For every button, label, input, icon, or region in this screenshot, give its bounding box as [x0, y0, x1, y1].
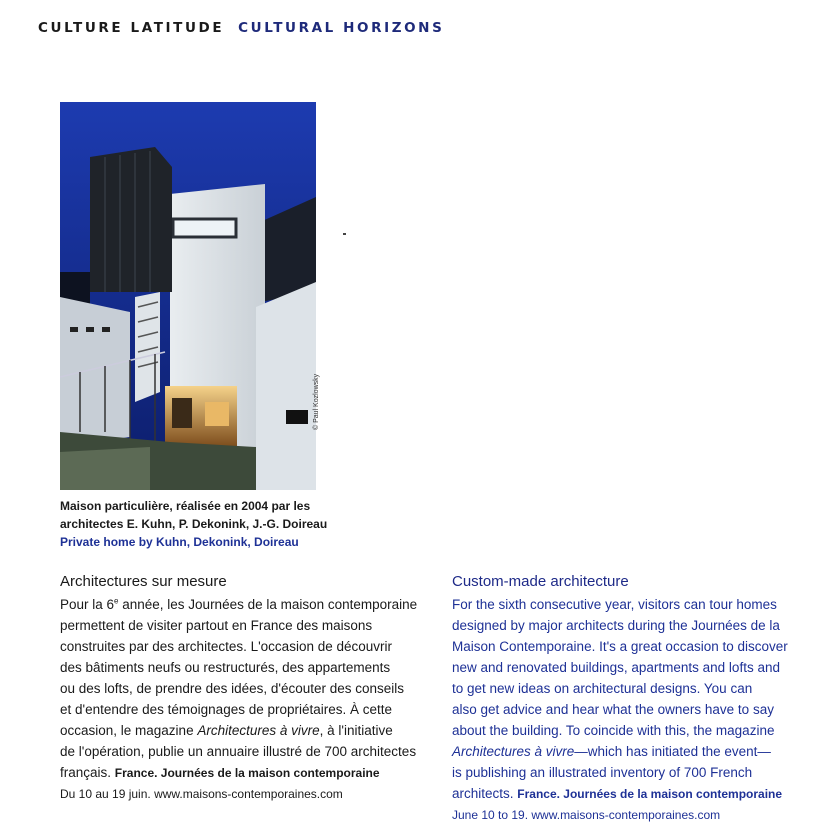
article-en-line: designed by major architects during the Journées de la	[452, 618, 780, 633]
event-source-en: France. Journées de la maison contemporaine	[517, 787, 783, 801]
article-fr-line: et d'entendre des témoignages de propriétaires. À cette	[60, 702, 393, 717]
article-fr-line: français. France. Journées de la maison contemporaine	[60, 765, 380, 780]
article-en-line: architects. France. Journées de la maison contemporaine	[452, 786, 783, 801]
article-fr-line: construites par des architectes. L'occasion de découvrir	[60, 639, 392, 654]
section-title-fr: CULTURE LATITUDE	[38, 20, 225, 36]
article-en-line: also get advice and hear what the owners have to say	[452, 702, 774, 717]
article-en-line: to get new ideas on architectural designs. You can	[452, 681, 753, 696]
article-fr-line: de l'opération, publie un annuaire illustré de 700 architectes	[60, 744, 417, 759]
event-dates-en: June 10 to 19. www.maisons-contemporaines.com	[452, 808, 721, 822]
event-dates-fr: Du 10 au 19 juin. www.maisons-contemporaines.com	[60, 787, 343, 801]
house-photo	[60, 102, 316, 490]
article-fr-line: occasion, le magazine Architectures à vivre, à l'initiative	[60, 723, 393, 738]
article-en-line: Architectures à vivre—which has initiated the event—	[452, 744, 771, 759]
caption-fr-line-2: architectes E. Kuhn, P. Dekonink, J.-G. Doireau	[60, 517, 328, 531]
article-fr-line: des bâtiments neufs ou restructurés, des appartements	[60, 660, 391, 675]
article-en-line: Maison Contemporaine. It's a great occasion to discover	[452, 639, 788, 654]
article-fr-line: ou des lofts, de prendre des idées, d'écouter des conseils	[60, 681, 405, 696]
magazine-title: Architectures à vivre	[197, 723, 320, 738]
caption-en: Private home by Kuhn, Dekonink, Doireau	[60, 535, 299, 549]
section-header	[38, 20, 444, 36]
magazine-title: Architectures à vivre	[452, 744, 575, 759]
photo-caption	[60, 497, 350, 551]
section-title-en: CULTURAL HORIZONS	[238, 20, 445, 36]
article-en-title: Custom-made architecture	[452, 573, 629, 590]
photo-credit: © Paul Kozlowsky	[313, 373, 320, 430]
event-source-fr: France. Journées de la maison contemporaine	[114, 766, 380, 780]
article-fr-line: permettent de visiter partout en France des maisons	[60, 618, 373, 633]
article-fr-title: Architectures sur mesure	[60, 573, 227, 590]
article-french	[60, 571, 445, 805]
article-en-line: For the sixth consecutive year, visitors can tour homes	[452, 597, 777, 612]
article-fr-line: Pour la 6e année, les Journées de la maison contemporaine	[60, 596, 418, 612]
caption-fr-line-1: Maison particulière, réalisée en 2004 par les	[60, 499, 311, 513]
article-english	[452, 571, 832, 826]
print-speck	[343, 233, 346, 235]
article-en-line: new and renovated buildings, apartments and lofts and	[452, 660, 780, 675]
article-en-line: is publishing an illustrated inventory of 700 French	[452, 765, 753, 780]
article-en-line: about the building. To coincide with this, the magazine	[452, 723, 775, 738]
